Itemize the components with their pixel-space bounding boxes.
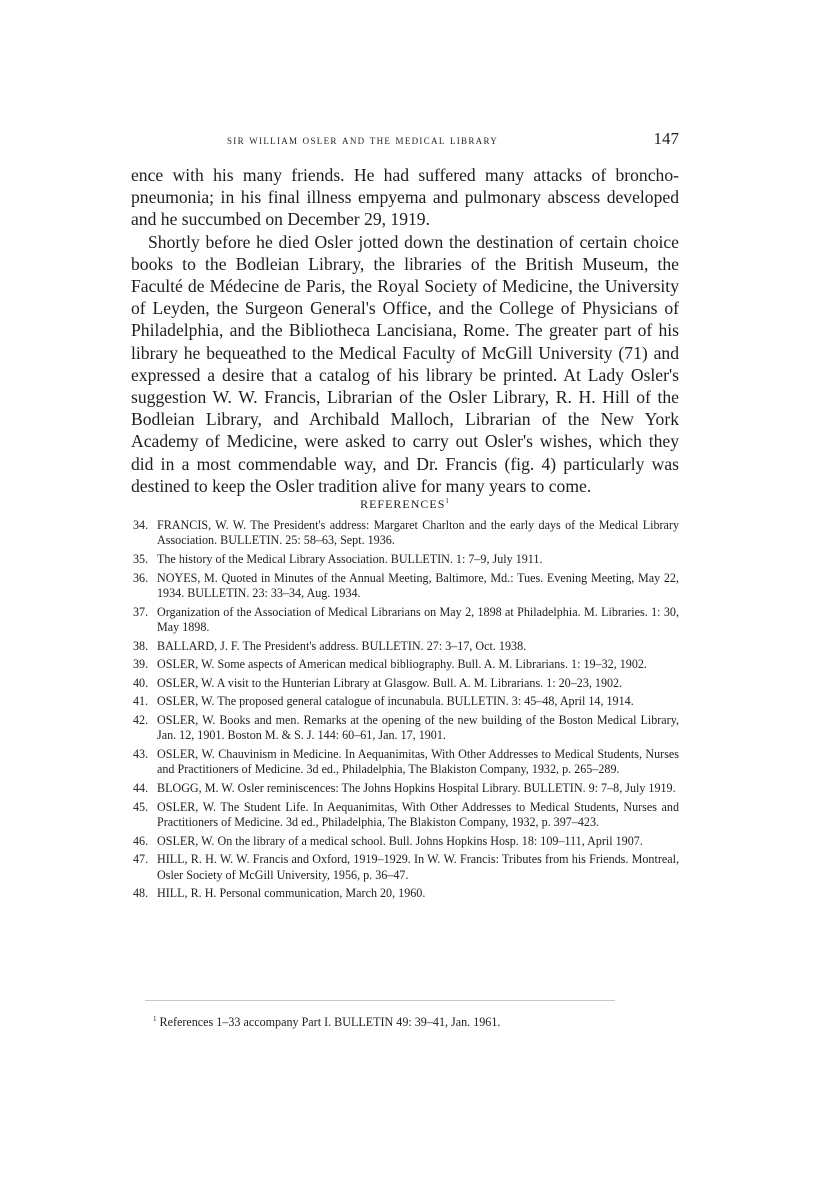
reference-text: OSLER, W. Books and men. Remarks at the opening of the new building of the Boston Medical Library, Jan. 12, 1901. Boston M. & S. J. 144: 60–61, Jan. 17, 1901.: [157, 712, 679, 743]
footnote-text: References 1–33 accompany Part I. BULLETIN 49: 39–41, Jan. 1961.: [159, 1015, 501, 1030]
reference-number: 45.: [133, 799, 149, 814]
reference-text: NOYES, M. Quoted in Minutes of the Annual Meeting, Baltimore, Md.: Tues. Evening Meeting, May 22, 1934. BULLETIN. 23: 33–34, Aug. 1934.: [157, 570, 679, 600]
body-paragraph-1: ence with his many friends. He had suffered many attacks of broncho-pneumonia; in his final illness empyema and pulmonary abscess developed and he succumbed on December 29, 1919.: [131, 165, 679, 230]
reference-item: [131, 781, 679, 796]
reference-text: OSLER, W. The Student Life. In Aequanimitas, With Other Addresses to Medical Students, Nurses and Practitioners of Medicine. 3d ed., Philadelphia, The Blakiston Company, 1932, p. 397–423.: [157, 799, 679, 829]
reference-text: BALLARD, J. F. The President's address. BULLETIN. 27: 3–17, Oct. 1938.: [157, 638, 527, 653]
reference-text: OSLER, W. On the library of a medical school. Bull. Johns Hopkins Hosp. 18: 109–111, April 1907.: [157, 833, 643, 848]
references-heading: [131, 497, 679, 512]
reference-number: 40.: [133, 675, 149, 690]
footnote-marker: 1: [153, 1015, 157, 1023]
reference-number: 35.: [133, 552, 149, 566]
reference-item: [131, 713, 679, 744]
reference-item: [131, 852, 679, 883]
reference-text: HILL, R. H. W. W. Francis and Oxford, 1919–1929. In W. W. Francis: Tributes from his Friends. Montreal, Osler Society of McGill University, 1956, p. 36–47.: [157, 852, 679, 882]
footnote-divider: [145, 1000, 615, 1001]
reference-item: [131, 886, 679, 901]
reference-number: 42.: [133, 712, 149, 727]
running-title: sir william osler and the medical library: [227, 133, 499, 147]
reference-text: The history of the Medical Library Association. BULLETIN. 1: 7–9, July 1911.: [157, 552, 543, 566]
reference-number: 38.: [133, 638, 149, 653]
reference-number: 36.: [133, 570, 149, 585]
reference-number: 48.: [133, 886, 149, 901]
reference-item: [131, 518, 679, 549]
reference-number: 39.: [133, 657, 149, 672]
reference-text: BLOGG, M. W. Osler reminiscences: The Johns Hopkins Hospital Library. BULLETIN. 9: 7–8, July 1919.: [157, 780, 676, 795]
reference-text: OSLER, W. The proposed general catalogue of incunabula. BULLETIN. 3: 45–48, April 14, 1914.: [157, 694, 634, 709]
references-heading-text: REFERENCES: [360, 497, 446, 511]
reference-number: 47.: [133, 852, 149, 867]
reference-text: Organization of the Association of Medical Librarians on May 2, 1898 at Philadelphia. M. Libraries. 1: 30, May 1898.: [157, 604, 679, 634]
body-paragraph-2: Shortly before he died Osler jotted down the destination of certain choice books to the Bodleian Library, the libraries of the British Museum, the Faculté de Médecine de Paris, the Royal Society of Medicine, the University of Leyden, the Surgeon General's Office, and the College of Physicians of Philadelphia, and the Bibliotheca Lancisiana, Rome. The greater part of his library he bequeathed to the Medical Faculty of McGill University (71) and expressed a desire that a catalog of his library be printed. At Lady Osler's suggestion W. W. Francis, Librarian of the Osler Library, R. H. Hill of the Bodleian Library, and Archibald Malloch, Librarian of the New York Academy of Medicine, were asked to carry out Osler's wishes, which they did in a most commendable way, and Dr. Francis (fig. 4) particularly was destined to keep the Osler tradition alive for many years to come.: [131, 231, 679, 496]
reference-item: [131, 800, 679, 831]
reference-item: [131, 834, 679, 849]
reference-item: [131, 747, 679, 778]
reference-item: [131, 552, 679, 567]
reference-number: 44.: [133, 780, 149, 795]
footnote: [153, 1015, 673, 1030]
reference-text: OSLER, W. Some aspects of American medical bibliography. Bull. A. M. Librarians. 1: 19–32, 1902.: [157, 657, 647, 672]
reference-text: OSLER, W. Chauvinism in Medicine. In Aequanimitas, With Other Addresses to Medical Students, Nurses and Practitioners of Medicine. 3d ed., Philadelphia, The Blakiston Company, 1932, p. 265–289.: [157, 746, 679, 777]
running-header: [131, 131, 679, 151]
references-footnote-marker: 1: [445, 497, 450, 505]
reference-item: [131, 571, 679, 602]
reference-text: OSLER, W. A visit to the Hunterian Library at Glasgow. Bull. A. M. Librarians. 1: 20–23, 1902.: [157, 675, 623, 690]
reference-number: 41.: [133, 694, 149, 709]
reference-item: [131, 694, 679, 709]
page-number: 147: [653, 129, 679, 148]
reference-number: 46.: [133, 833, 149, 848]
reference-text: HILL, R. H. Personal communication, March 20, 1960.: [157, 886, 426, 901]
reference-item: [131, 676, 679, 691]
reference-item: [131, 639, 679, 654]
body-text: [131, 164, 679, 497]
reference-text: FRANCIS, W. W. The President's address: Margaret Charlton and the early days of the Medical Library Association. BULLETIN. 25: 58–63, Sept. 1936.: [157, 518, 679, 548]
reference-number: 37.: [133, 604, 149, 619]
reference-item: [131, 605, 679, 636]
reference-item: [131, 657, 679, 672]
reference-list: [131, 518, 679, 905]
reference-number: 43.: [133, 746, 149, 761]
reference-number: 34.: [133, 518, 149, 532]
